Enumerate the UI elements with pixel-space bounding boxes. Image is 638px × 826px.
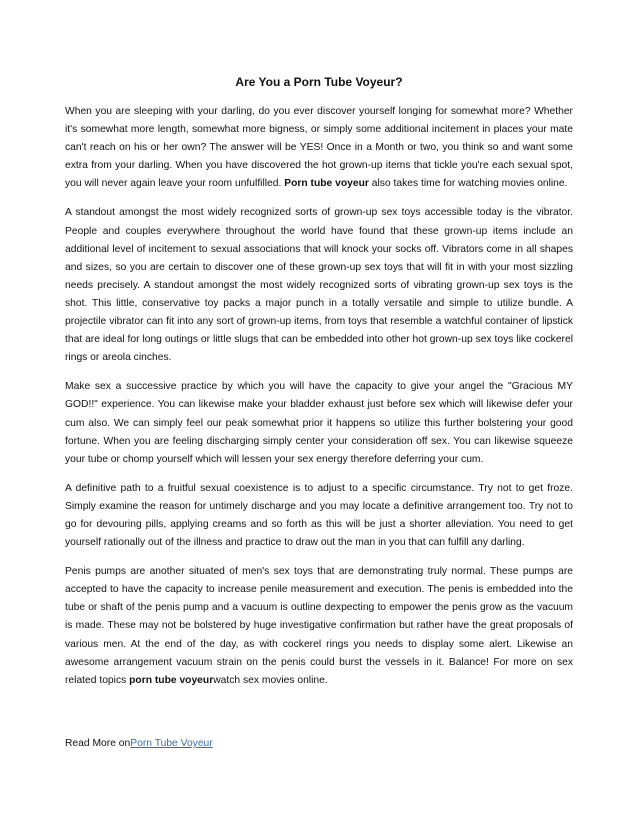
read-more-link[interactable]: Porn Tube Voyeur: [130, 738, 213, 749]
paragraph-3-text: Make sex a successive practice by which you will have the capacity to give your angel the "Gracious MY GOD!!" experience. You can likewise make your bladder exhaust just before sex which will likewise defer your cum also. We can simply feel our peak somewhat prior it happens so utilize this further bolstering your good fortune. When you are feeling discharging simply center your consideration off sex. You can likewise squeeze your tube or chomp yourself which will lessen your sex energy therefore deferring your cum.: [65, 381, 573, 465]
paragraph-1-tail: also takes time for watching movies online.: [368, 178, 568, 190]
paragraph-1: [65, 103, 573, 193]
paragraph-2: [65, 204, 573, 367]
paragraph-1-keyword: Porn tube voyeur: [284, 178, 369, 190]
paragraph-4-text: A definitive path to a fruitful sexual coexistence is to adjust to a specific circumstance. Try not to get froze. Simply examine the reason for untimely discharge and you may locate a definitive arrangement too. Try not to go for devouring pills, applying creams and so forth as this will be just a shorter alleviation. You need to get yourself rationally out of the illness and practice to draw out the man in you that can fulfill any darling.: [65, 482, 573, 549]
paragraph-4: [65, 480, 573, 552]
paragraph-2-text: A standout amongst the most widely recognized sorts of grown-up sex toys accessible today is the vibrator. People and couples everywhere throughout the world have found that these grown-up items include an additional level of incitement to sexual associations that will knock your socks off. Vibrators come in all shapes and sizes, so you are certain to discover one of these grown-up sex toys that will fit in with your most sizzling needs precisely. A standout amongst the most widely recognized sorts of vibrating grown-up sex toys is the shot. This little, conservative toy packs a major punch in a totally versatile and simple to utilize bundle. A projectile vibrator can fit into any sort of grown-up items, from toys that resemble a watchful container of lipstick that are ideal for long outings or little slugs that can be embedded into other hot grown-up sex toys like cockerel rings or areola cinches.: [65, 207, 573, 364]
paragraph-1-text: When you are sleeping with your darling, do you ever discover yourself longing for somewhat more? Whether it's somewhat more length, somewhat more bigness, or simply some additional incitement in places your mate can't reach on his or her own? The answer will be YES! Once in a Month or two, you think so and want some extra from your darling. When you have discovered the hot grown-up items that tickle you're each sexual spot, you will never again leave your room unfulfilled.: [65, 106, 573, 190]
read-more-label: Read More on: [65, 738, 131, 749]
paragraph-5-text: Penis pumps are another situated of men's sex toys that are demonstrating truly normal. These pumps are accepted to have the capacity to increase penile measurement and execution. The penis is embedded into the tube or shaft of the penis pump and a vacuum is outline dexpecting to empower the penis grow as the vacuum is made. These may not be bolstered by huge investigative confirmation but rather have the great proposals of various men. At the end of the day, as with cockerel rings you needs to display some alert. Likewise an awesome arrangement vacuum strain on the penis could burst the vessels in it. Balance! For more on sex related topics: [65, 566, 573, 686]
read-more-line: [65, 735, 213, 753]
paragraph-5: [65, 563, 573, 690]
document-title: Are You a Porn Tube Voyeur?: [235, 75, 403, 89]
paragraph-5-keyword: porn tube voyeur: [129, 674, 214, 686]
paragraph-5-tail: watch sex movies online.: [213, 674, 328, 686]
document-body: [65, 103, 573, 701]
paragraph-3: [65, 378, 573, 468]
